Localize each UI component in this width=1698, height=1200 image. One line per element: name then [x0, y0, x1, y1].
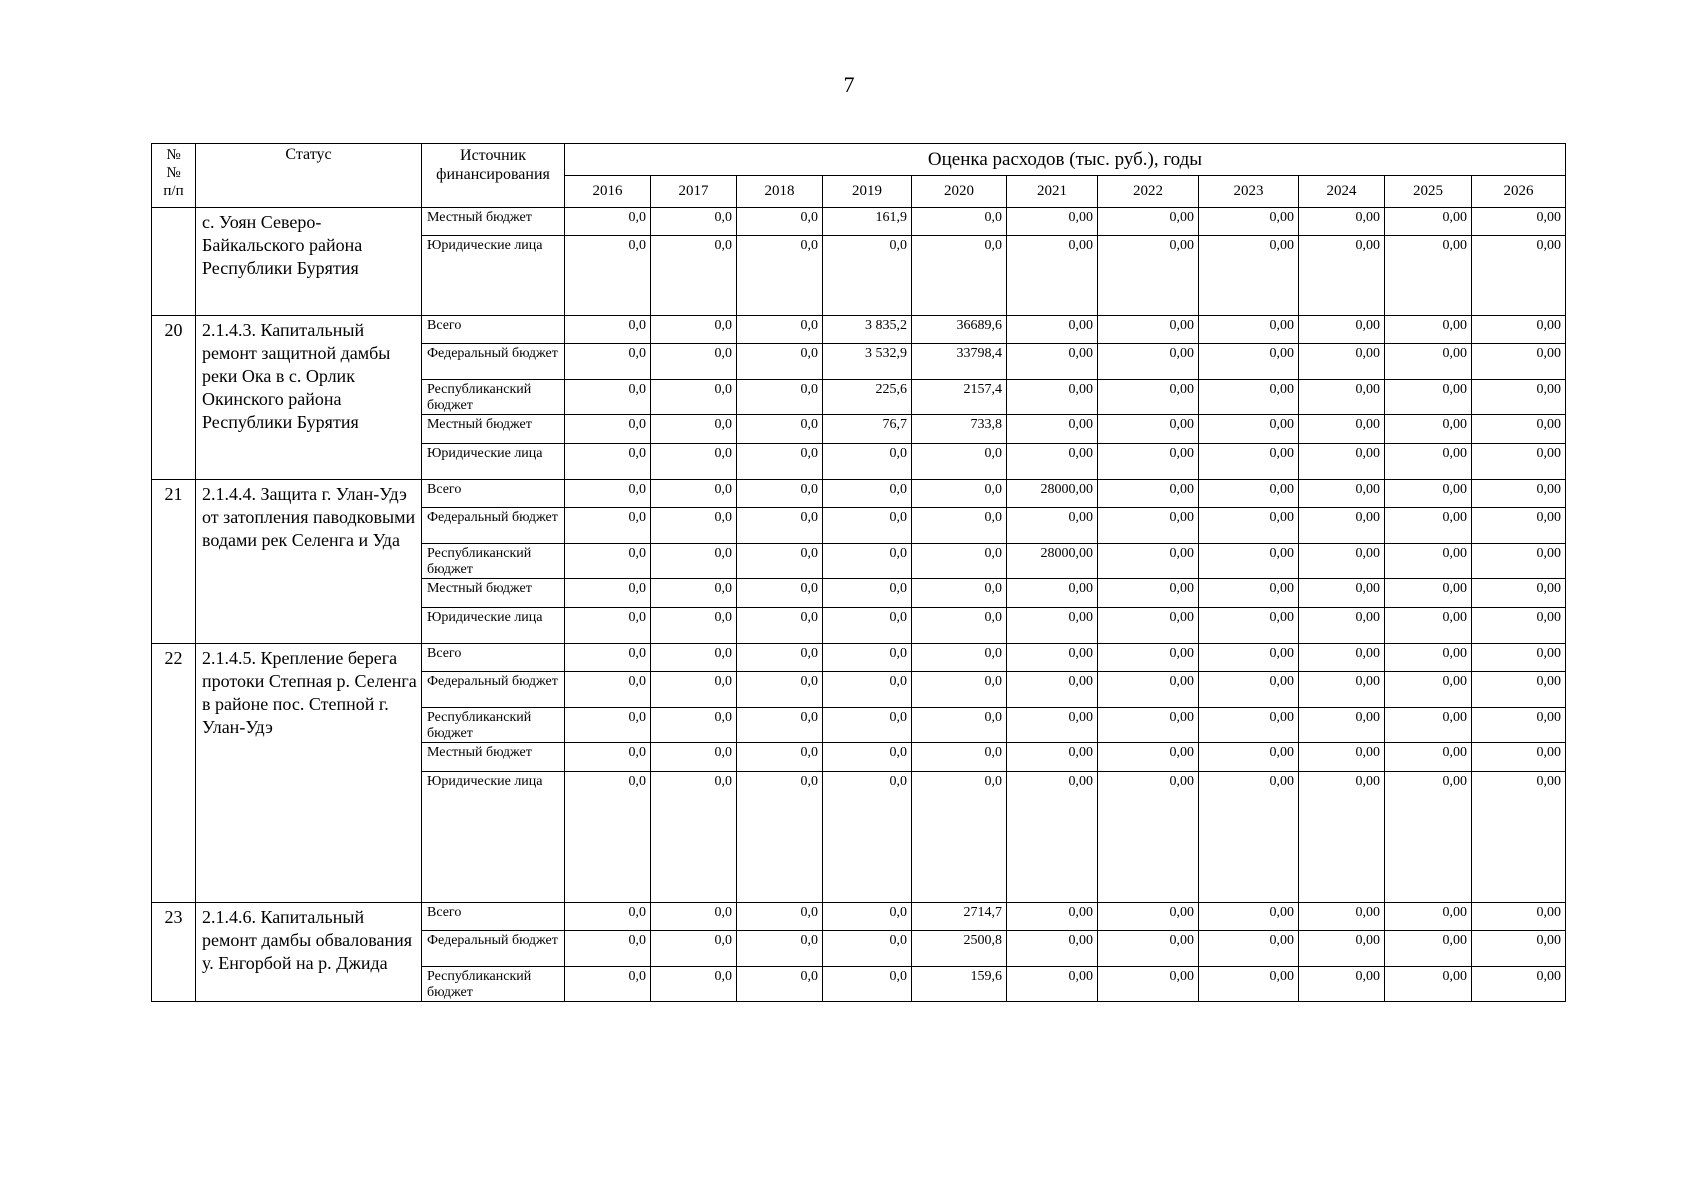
funding-source: Юридические лица — [422, 772, 565, 903]
table-row — [152, 208, 1566, 236]
expense-value: 0,00 — [1299, 508, 1385, 544]
expense-value: 0,0 — [823, 444, 912, 480]
expense-value: 0,00 — [1199, 967, 1299, 1002]
expense-value: 0,0 — [651, 708, 737, 743]
expense-value: 0,00 — [1385, 608, 1472, 644]
funding-source: Всего — [422, 903, 565, 931]
expense-value: 0,00 — [1472, 672, 1566, 708]
expense-value: 0,0 — [651, 380, 737, 415]
expense-value: 159,6 — [912, 967, 1007, 1002]
expense-value: 0,00 — [1299, 444, 1385, 480]
measure-status: 2.1.4.4. Защита г. Улан-Удэ от затопления паводковыми водами рек Селенга и Уда — [196, 480, 422, 644]
expense-value: 0,00 — [1472, 380, 1566, 415]
expense-value: 0,00 — [1299, 380, 1385, 415]
expense-value: 0,00 — [1385, 236, 1472, 316]
expense-value: 0,00 — [1299, 967, 1385, 1002]
header-year: 2021 — [1007, 176, 1098, 208]
expense-value: 0,0 — [565, 508, 651, 544]
expense-value: 36689,6 — [912, 316, 1007, 344]
expense-value: 0,00 — [1007, 444, 1098, 480]
expense-value: 0,00 — [1098, 672, 1199, 708]
expense-value: 0,0 — [737, 967, 823, 1002]
funding-source: Местный бюджет — [422, 743, 565, 772]
expense-value: 0,00 — [1299, 931, 1385, 967]
expense-value: 0,0 — [651, 544, 737, 579]
expense-value: 0,00 — [1098, 708, 1199, 743]
expense-value: 0,00 — [1472, 508, 1566, 544]
header-year: 2020 — [912, 176, 1007, 208]
funding-source: Всего — [422, 644, 565, 672]
expense-value: 0,00 — [1199, 708, 1299, 743]
expense-value: 161,9 — [823, 208, 912, 236]
expense-value: 0,00 — [1098, 772, 1199, 903]
table-row — [152, 903, 1566, 931]
expense-value: 0,00 — [1199, 608, 1299, 644]
header-year: 2026 — [1472, 176, 1566, 208]
expense-value: 0,00 — [1472, 208, 1566, 236]
expense-value: 0,0 — [823, 508, 912, 544]
expense-value: 0,0 — [823, 644, 912, 672]
expense-value: 0,0 — [912, 544, 1007, 579]
expense-value: 0,00 — [1007, 772, 1098, 903]
expense-value: 0,00 — [1007, 508, 1098, 544]
expense-value: 0,00 — [1472, 544, 1566, 579]
expense-value: 0,00 — [1472, 931, 1566, 967]
expense-value: 0,00 — [1007, 708, 1098, 743]
expense-value: 0,0 — [823, 903, 912, 931]
header-year: 2025 — [1385, 176, 1472, 208]
expense-value: 0,0 — [737, 316, 823, 344]
expense-value: 0,00 — [1472, 903, 1566, 931]
expense-value: 0,0 — [737, 380, 823, 415]
table-row — [152, 480, 1566, 508]
expense-value: 0,0 — [737, 444, 823, 480]
expense-value: 0,00 — [1299, 672, 1385, 708]
expense-value: 0,0 — [651, 316, 737, 344]
expense-value: 0,00 — [1299, 644, 1385, 672]
expense-value: 0,0 — [823, 672, 912, 708]
expense-value: 0,00 — [1385, 508, 1472, 544]
expense-value: 2157,4 — [912, 380, 1007, 415]
header-year: 2024 — [1299, 176, 1385, 208]
funding-source: Республиканский бюджет — [422, 380, 565, 415]
expense-value: 0,00 — [1098, 508, 1199, 544]
expense-value: 0,00 — [1472, 316, 1566, 344]
expense-value: 0,0 — [912, 644, 1007, 672]
expense-value: 0,0 — [737, 415, 823, 444]
expense-value: 0,00 — [1098, 967, 1199, 1002]
expense-value: 0,00 — [1385, 344, 1472, 380]
expense-value: 28000,00 — [1007, 480, 1098, 508]
expense-value: 28000,00 — [1007, 544, 1098, 579]
expense-value: 0,0 — [737, 903, 823, 931]
expense-value: 0,00 — [1472, 444, 1566, 480]
expense-value: 0,00 — [1385, 208, 1472, 236]
expense-value: 225,6 — [823, 380, 912, 415]
funding-source: Всего — [422, 480, 565, 508]
expense-value: 0,0 — [912, 708, 1007, 743]
expense-value: 0,00 — [1199, 903, 1299, 931]
row-number: 20 — [152, 316, 196, 480]
header-year: 2022 — [1098, 176, 1199, 208]
table-row — [152, 644, 1566, 672]
expense-value: 0,0 — [823, 579, 912, 608]
expense-value: 0,00 — [1199, 480, 1299, 508]
funding-source: Республиканский бюджет — [422, 708, 565, 743]
table-row — [152, 316, 1566, 344]
expense-value: 0,0 — [912, 672, 1007, 708]
expense-value: 0,00 — [1385, 772, 1472, 903]
expense-value: 0,0 — [737, 772, 823, 903]
row-number: 23 — [152, 903, 196, 1002]
expense-value: 0,00 — [1385, 708, 1472, 743]
expense-value: 0,0 — [737, 743, 823, 772]
expense-value: 0,0 — [651, 608, 737, 644]
measure-status: 2.1.4.6. Капитальный ремонт дамбы обвалования у. Енгорбой на р. Джида — [196, 903, 422, 1002]
expense-value: 0,0 — [912, 508, 1007, 544]
expense-value: 0,0 — [737, 579, 823, 608]
expense-value: 0,0 — [912, 480, 1007, 508]
funding-source: Федеральный бюджет — [422, 508, 565, 544]
expense-value: 0,00 — [1007, 579, 1098, 608]
budget-table — [151, 143, 1566, 1002]
row-number: 21 — [152, 480, 196, 644]
expense-value: 2714,7 — [912, 903, 1007, 931]
expense-value: 0,0 — [737, 544, 823, 579]
expense-value: 0,0 — [737, 931, 823, 967]
expense-value: 733,8 — [912, 415, 1007, 444]
expense-value: 0,00 — [1007, 236, 1098, 316]
expense-value: 0,00 — [1299, 772, 1385, 903]
expense-value: 0,0 — [823, 772, 912, 903]
expense-value: 0,00 — [1385, 316, 1472, 344]
expense-value: 0,00 — [1472, 772, 1566, 903]
expense-value: 0,00 — [1007, 743, 1098, 772]
expense-value: 3 835,2 — [823, 316, 912, 344]
expense-value: 0,0 — [651, 415, 737, 444]
expense-value: 0,0 — [823, 236, 912, 316]
expense-value: 0,0 — [651, 644, 737, 672]
expense-value: 0,0 — [651, 480, 737, 508]
expense-value: 0,00 — [1007, 208, 1098, 236]
expense-value: 0,00 — [1385, 480, 1472, 508]
expense-value: 0,0 — [651, 967, 737, 1002]
expense-value: 0,0 — [565, 644, 651, 672]
expense-value: 0,00 — [1098, 480, 1199, 508]
measure-status: с. Уоян Северо-Байкальского района Республики Бурятия — [196, 208, 422, 316]
expense-value: 0,00 — [1385, 743, 1472, 772]
expense-value: 0,00 — [1385, 644, 1472, 672]
funding-source: Федеральный бюджет — [422, 344, 565, 380]
expense-value: 0,00 — [1199, 579, 1299, 608]
expense-value: 0,00 — [1299, 236, 1385, 316]
expense-value: 0,00 — [1098, 316, 1199, 344]
expense-value: 0,0 — [565, 743, 651, 772]
header-year: 2016 — [565, 176, 651, 208]
expense-value: 0,0 — [651, 236, 737, 316]
header-year: 2019 — [823, 176, 912, 208]
expense-value: 0,00 — [1199, 208, 1299, 236]
expense-value: 0,00 — [1199, 508, 1299, 544]
funding-source: Республиканский бюджет — [422, 544, 565, 579]
expense-value: 0,00 — [1199, 380, 1299, 415]
row-number — [152, 208, 196, 316]
expense-value: 0,0 — [565, 344, 651, 380]
expense-value: 0,00 — [1199, 672, 1299, 708]
expense-value: 0,0 — [823, 480, 912, 508]
expense-value: 0,0 — [912, 236, 1007, 316]
expense-value: 0,0 — [565, 772, 651, 903]
expense-value: 0,0 — [912, 743, 1007, 772]
expense-value: 0,0 — [737, 608, 823, 644]
expense-value: 0,0 — [823, 608, 912, 644]
expense-value: 0,0 — [565, 415, 651, 444]
header-expense-estimate: Оценка расходов (тыс. руб.), годы — [565, 144, 1566, 176]
measure-status: 2.1.4.5. Крепление берега протоки Степная р. Селенга в районе пос. Степной г. Улан-Удэ — [196, 644, 422, 903]
expense-value: 0,00 — [1098, 444, 1199, 480]
expense-value: 0,00 — [1385, 672, 1472, 708]
expense-value: 0,0 — [651, 743, 737, 772]
expense-value: 0,0 — [565, 444, 651, 480]
expense-value: 0,00 — [1385, 579, 1472, 608]
expense-value: 0,00 — [1199, 344, 1299, 380]
expense-value: 0,0 — [912, 444, 1007, 480]
expense-value: 0,0 — [737, 208, 823, 236]
expense-value: 0,00 — [1007, 672, 1098, 708]
expense-value: 76,7 — [823, 415, 912, 444]
expense-value: 0,00 — [1472, 344, 1566, 380]
expense-value: 0,00 — [1385, 903, 1472, 931]
expense-value: 0,0 — [823, 931, 912, 967]
expense-value: 0,00 — [1199, 743, 1299, 772]
expense-value: 0,00 — [1472, 708, 1566, 743]
expense-value: 0,00 — [1007, 316, 1098, 344]
expense-value: 0,00 — [1199, 772, 1299, 903]
expense-value: 0,00 — [1007, 380, 1098, 415]
expense-value: 2500,8 — [912, 931, 1007, 967]
expense-value: 0,0 — [912, 579, 1007, 608]
expense-value: 33798,4 — [912, 344, 1007, 380]
expense-value: 0,00 — [1299, 903, 1385, 931]
expense-value: 0,00 — [1199, 316, 1299, 344]
expense-value: 0,0 — [565, 903, 651, 931]
expense-value: 0,0 — [651, 508, 737, 544]
expense-value: 0,0 — [737, 480, 823, 508]
expense-value: 0,00 — [1299, 415, 1385, 444]
expense-value: 0,0 — [737, 708, 823, 743]
expense-value: 0,0 — [737, 236, 823, 316]
header-year: 2018 — [737, 176, 823, 208]
expense-value: 0,00 — [1098, 608, 1199, 644]
funding-source: Местный бюджет — [422, 415, 565, 444]
expense-value: 0,00 — [1007, 644, 1098, 672]
funding-source: Юридические лица — [422, 444, 565, 480]
expense-value: 0,00 — [1385, 444, 1472, 480]
header-year: 2023 — [1199, 176, 1299, 208]
expense-value: 0,00 — [1385, 931, 1472, 967]
expense-value: 0,00 — [1098, 743, 1199, 772]
expense-value: 0,00 — [1098, 544, 1199, 579]
funding-source: Федеральный бюджет — [422, 672, 565, 708]
expense-value: 0,00 — [1007, 608, 1098, 644]
expense-value: 0,00 — [1098, 236, 1199, 316]
expense-value: 0,0 — [565, 380, 651, 415]
expense-value: 0,00 — [1385, 544, 1472, 579]
expense-value: 0,00 — [1385, 380, 1472, 415]
expense-value: 0,00 — [1199, 444, 1299, 480]
funding-source: Юридические лица — [422, 236, 565, 316]
expense-value: 0,00 — [1199, 236, 1299, 316]
expense-value: 0,00 — [1007, 344, 1098, 380]
expense-value: 0,00 — [1098, 344, 1199, 380]
expense-value: 0,00 — [1199, 931, 1299, 967]
expense-value: 0,0 — [565, 236, 651, 316]
expense-value: 0,00 — [1299, 544, 1385, 579]
expense-value: 0,00 — [1199, 544, 1299, 579]
expense-value: 0,00 — [1098, 931, 1199, 967]
expense-value: 0,0 — [737, 644, 823, 672]
expense-value: 0,0 — [651, 672, 737, 708]
expense-value: 0,00 — [1299, 208, 1385, 236]
expense-value: 0,0 — [912, 772, 1007, 903]
expense-value: 0,00 — [1199, 415, 1299, 444]
expense-value: 0,0 — [737, 344, 823, 380]
expense-value: 0,00 — [1098, 579, 1199, 608]
expense-value: 3 532,9 — [823, 344, 912, 380]
expense-value: 0,0 — [823, 544, 912, 579]
expense-value: 0,0 — [912, 208, 1007, 236]
expense-value: 0,0 — [912, 608, 1007, 644]
funding-source: Юридические лица — [422, 608, 565, 644]
header-row-number: № № п/п — [152, 144, 196, 208]
expense-value: 0,0 — [565, 208, 651, 236]
expense-value: 0,0 — [565, 672, 651, 708]
expense-value: 0,0 — [737, 672, 823, 708]
header-status: Статус — [196, 144, 422, 208]
expense-value: 0,00 — [1385, 967, 1472, 1002]
expense-value: 0,00 — [1299, 743, 1385, 772]
expense-value: 0,0 — [651, 931, 737, 967]
expense-value: 0,00 — [1472, 236, 1566, 316]
expense-value: 0,00 — [1299, 708, 1385, 743]
expense-value: 0,0 — [823, 967, 912, 1002]
expense-value: 0,0 — [565, 967, 651, 1002]
funding-source: Местный бюджет — [422, 579, 565, 608]
expense-value: 0,0 — [651, 772, 737, 903]
funding-source: Республиканский бюджет — [422, 967, 565, 1002]
expense-value: 0,0 — [565, 480, 651, 508]
header-year: 2017 — [651, 176, 737, 208]
expense-value: 0,00 — [1472, 608, 1566, 644]
expense-value: 0,00 — [1098, 644, 1199, 672]
expense-value: 0,0 — [565, 931, 651, 967]
funding-source: Всего — [422, 316, 565, 344]
expense-value: 0,0 — [651, 579, 737, 608]
funding-source: Федеральный бюджет — [422, 931, 565, 967]
expense-value: 0,00 — [1472, 967, 1566, 1002]
expense-value: 0,00 — [1472, 743, 1566, 772]
expense-value: 0,0 — [565, 579, 651, 608]
measure-status: 2.1.4.3. Капитальный ремонт защитной дамбы реки Ока в с. Орлик Окинского района Республики Бурятия — [196, 316, 422, 480]
expense-value: 0,00 — [1098, 380, 1199, 415]
expense-value: 0,0 — [823, 743, 912, 772]
expense-value: 0,00 — [1007, 903, 1098, 931]
expense-value: 0,0 — [651, 208, 737, 236]
expense-value: 0,00 — [1299, 316, 1385, 344]
row-number: 22 — [152, 644, 196, 903]
expense-value: 0,0 — [737, 508, 823, 544]
expense-value: 0,00 — [1098, 415, 1199, 444]
expense-value: 0,00 — [1472, 415, 1566, 444]
expense-value: 0,00 — [1299, 608, 1385, 644]
expense-value: 0,00 — [1098, 903, 1199, 931]
expense-value: 0,0 — [565, 708, 651, 743]
expense-value: 0,00 — [1199, 644, 1299, 672]
expense-value: 0,00 — [1007, 931, 1098, 967]
funding-source: Местный бюджет — [422, 208, 565, 236]
expense-value: 0,00 — [1385, 415, 1472, 444]
expense-value: 0,0 — [565, 608, 651, 644]
expense-value: 0,00 — [1007, 415, 1098, 444]
expense-value: 0,0 — [651, 444, 737, 480]
expense-value: 0,0 — [651, 344, 737, 380]
page-number: 7 — [843, 72, 855, 97]
header-funding-source: Источник финансирования — [422, 144, 565, 208]
expense-value: 0,0 — [651, 903, 737, 931]
expense-value: 0,00 — [1007, 967, 1098, 1002]
expense-value: 0,00 — [1472, 644, 1566, 672]
expense-value: 0,00 — [1299, 480, 1385, 508]
expense-value: 0,0 — [823, 708, 912, 743]
expense-value: 0,00 — [1472, 579, 1566, 608]
expense-value: 0,00 — [1299, 579, 1385, 608]
expense-value: 0,00 — [1299, 344, 1385, 380]
expense-value: 0,00 — [1472, 480, 1566, 508]
expense-value: 0,0 — [565, 544, 651, 579]
expense-value: 0,0 — [565, 316, 651, 344]
expense-value: 0,00 — [1098, 208, 1199, 236]
